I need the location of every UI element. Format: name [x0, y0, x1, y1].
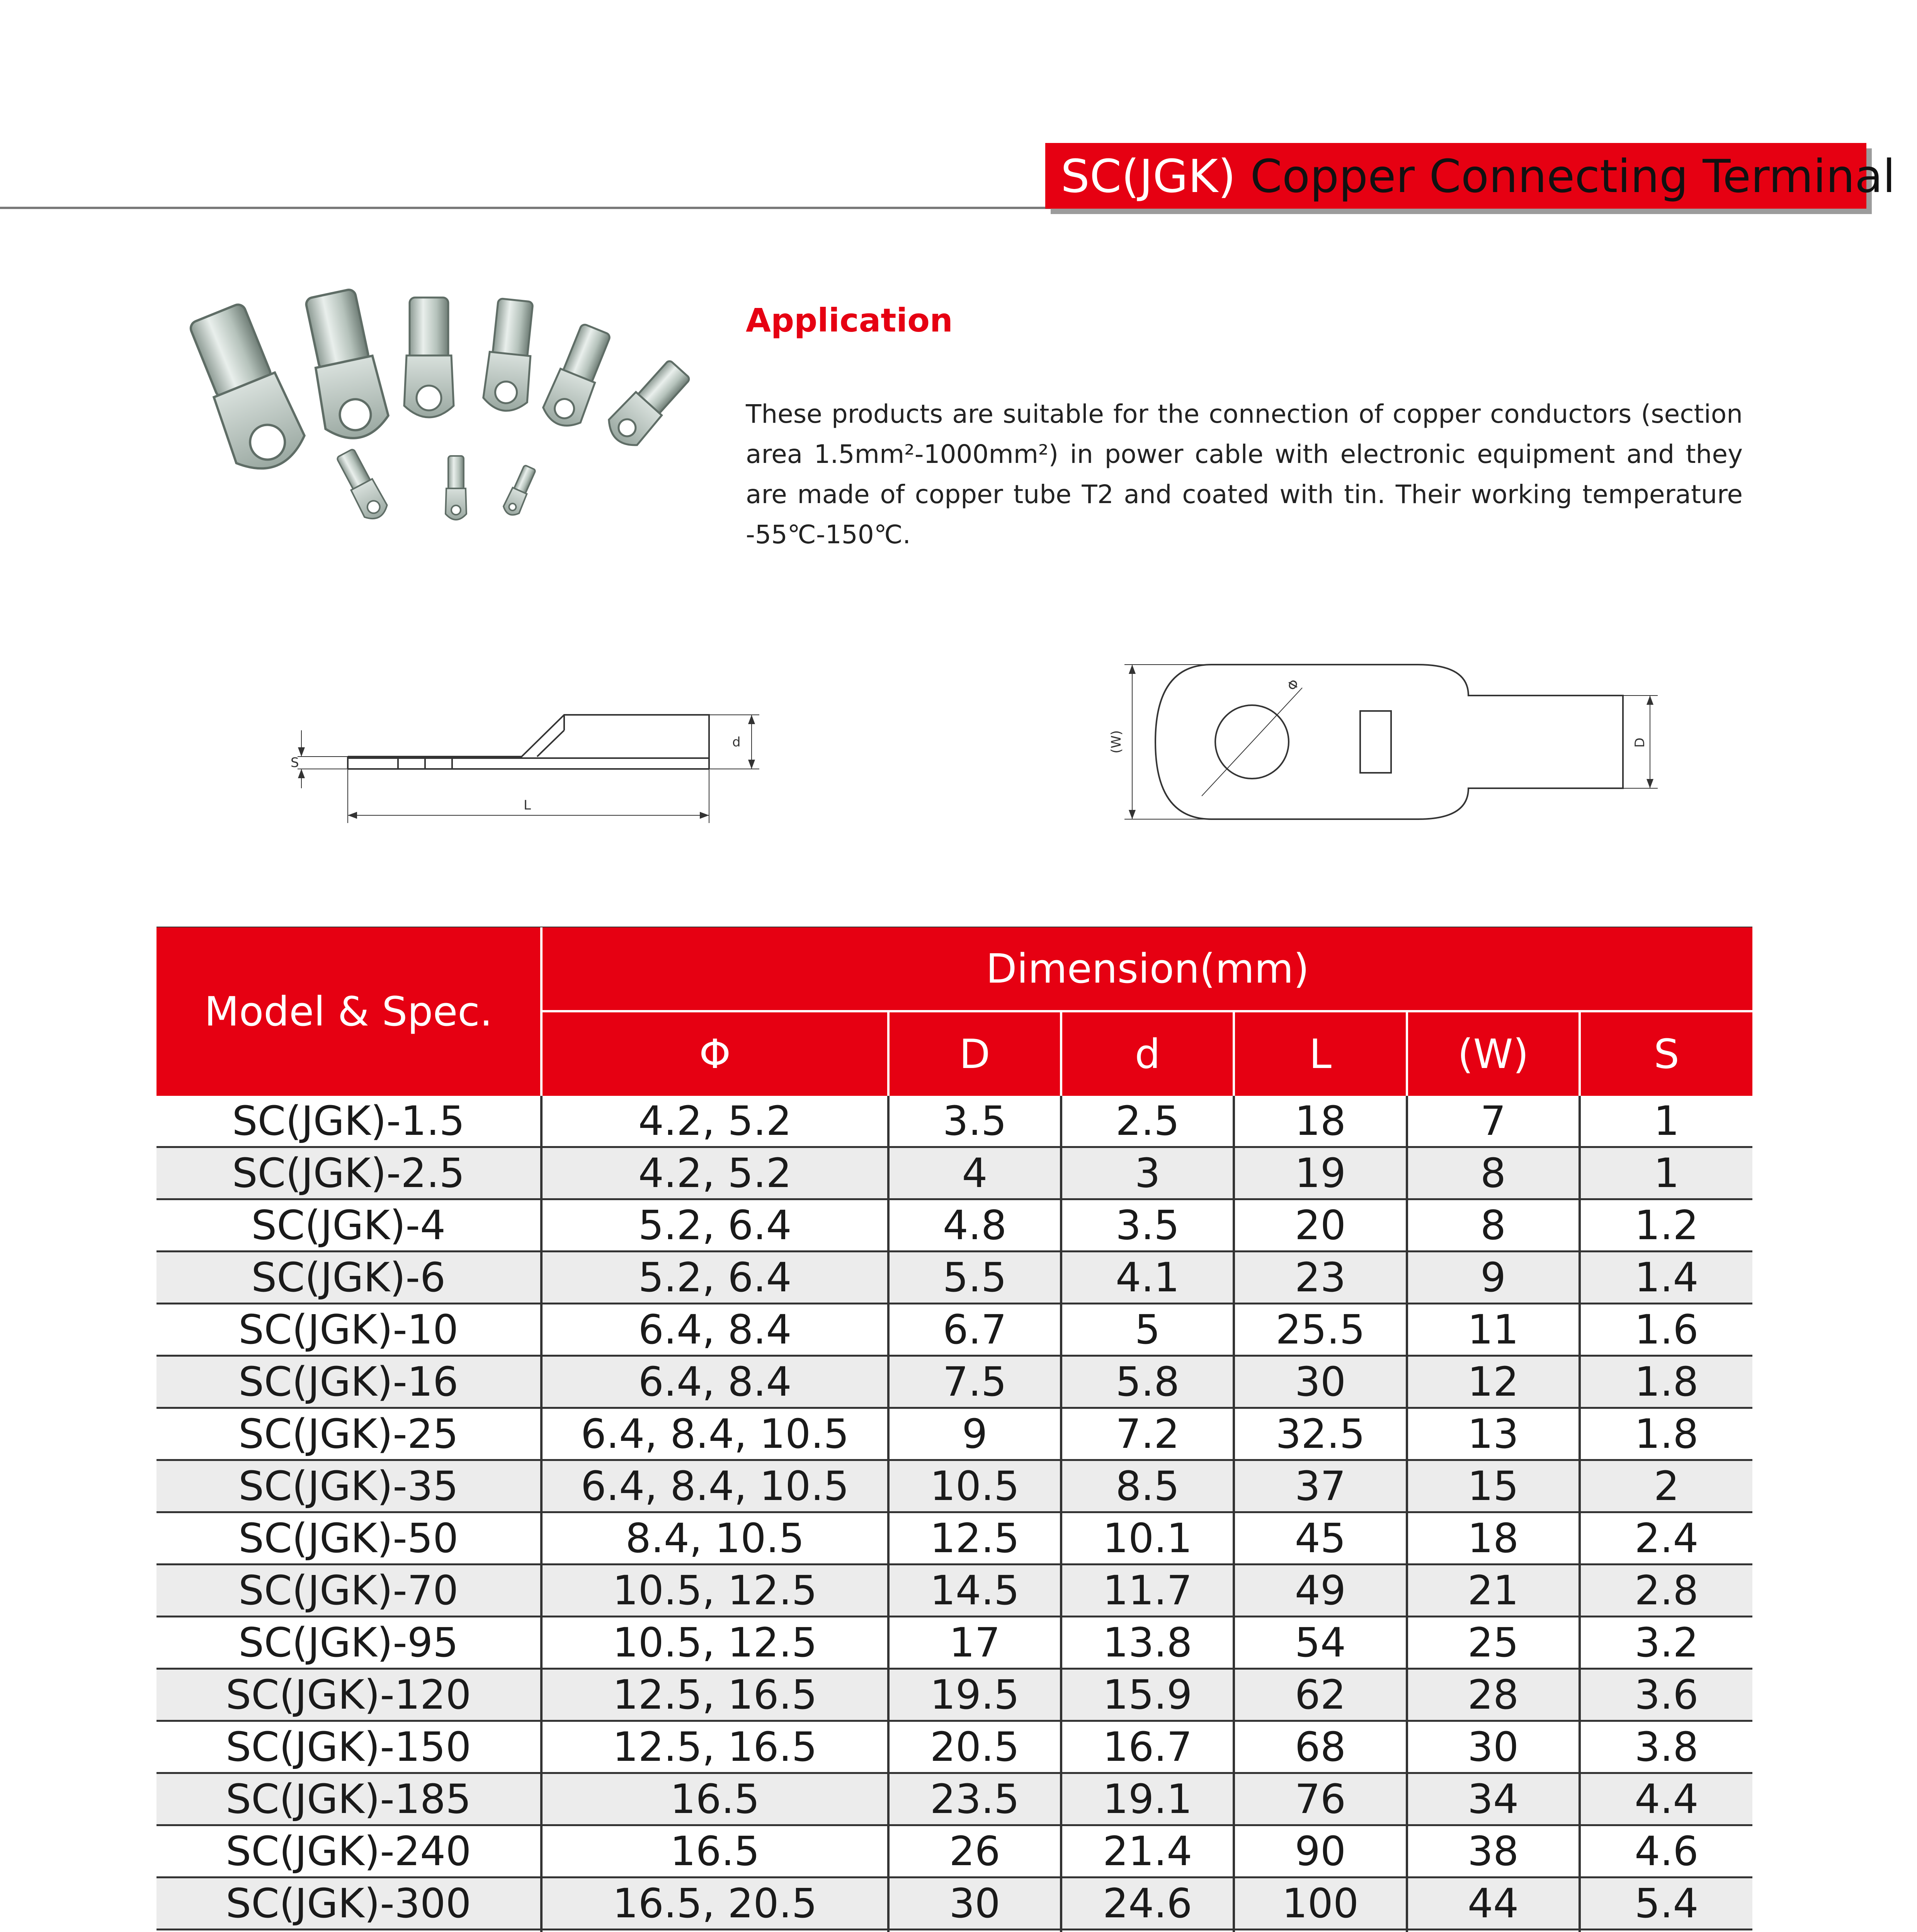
S-cell: 1.8	[1580, 1356, 1752, 1408]
model-cell: SC(JGK)-25	[156, 1408, 541, 1460]
column-header-D: D	[888, 1011, 1061, 1096]
D-cell: 4.8	[888, 1199, 1061, 1252]
W-cell: 7	[1407, 1096, 1580, 1147]
column-header-W: (W)	[1407, 1011, 1580, 1096]
model-cell: SC(JGK)-150	[156, 1721, 541, 1773]
L-cell: 19	[1234, 1147, 1407, 1199]
D-cell: 12.5	[888, 1512, 1061, 1565]
L-cell: 18	[1234, 1096, 1407, 1147]
L-cell: 100	[1234, 1878, 1407, 1930]
phi-cell: 8.4, 10.5	[541, 1512, 888, 1565]
d-cell: 16.7	[1061, 1721, 1234, 1773]
W-cell: 8	[1407, 1147, 1580, 1199]
model-cell: SC(JGK)-70	[156, 1565, 541, 1617]
model-cell: SC(JGK)-240	[156, 1825, 541, 1878]
model-cell: SC(JGK)-300	[156, 1878, 541, 1930]
S-cell: 2	[1580, 1460, 1752, 1512]
L-cell: 37	[1234, 1460, 1407, 1512]
L-cell	[1234, 1930, 1407, 1932]
model-cell: SC(JGK)-185	[156, 1773, 541, 1825]
D-cell: 17	[888, 1617, 1061, 1669]
top-label-w: (W)	[1109, 730, 1124, 753]
W-cell: 25	[1407, 1617, 1580, 1669]
column-header-S: S	[1580, 1011, 1752, 1096]
table-row	[156, 1617, 1752, 1669]
D-cell: 9	[888, 1408, 1061, 1460]
d-cell: 5.8	[1061, 1356, 1234, 1408]
model-cell: SC(JGK)-95	[156, 1617, 541, 1669]
top-label-phi: Φ	[1284, 677, 1303, 694]
W-cell: 8	[1407, 1199, 1580, 1252]
S-cell	[1580, 1930, 1752, 1932]
d-cell	[1061, 1930, 1234, 1932]
d-cell: 4.1	[1061, 1252, 1234, 1304]
S-cell: 1.8	[1580, 1408, 1752, 1460]
top-label-d: D	[1632, 737, 1648, 748]
L-cell: 76	[1234, 1773, 1407, 1825]
L-cell: 90	[1234, 1825, 1407, 1878]
S-cell: 1.4	[1580, 1252, 1752, 1304]
column-header-L: L	[1234, 1011, 1407, 1096]
S-cell: 4.4	[1580, 1773, 1752, 1825]
d-cell: 8.5	[1061, 1460, 1234, 1512]
phi-cell: 10.5, 12.5	[541, 1565, 888, 1617]
model-cell: SC(JGK)-4	[156, 1199, 541, 1252]
product-photo	[151, 286, 723, 564]
S-cell: 1.6	[1580, 1304, 1752, 1356]
d-cell: 21.4	[1061, 1825, 1234, 1878]
d-cell: 5	[1061, 1304, 1234, 1356]
L-cell: 68	[1234, 1721, 1407, 1773]
d-cell: 2.5	[1061, 1096, 1234, 1147]
S-cell: 3.8	[1580, 1721, 1752, 1773]
S-cell: 5.4	[1580, 1878, 1752, 1930]
d-cell: 11.7	[1061, 1565, 1234, 1617]
L-cell: 30	[1234, 1356, 1407, 1408]
top-view-drawing	[1109, 649, 1662, 850]
D-cell: 3.5	[888, 1096, 1061, 1147]
L-cell: 23	[1234, 1252, 1407, 1304]
table-row	[156, 1669, 1752, 1721]
d-cell: 10.1	[1061, 1512, 1234, 1565]
L-cell: 32.5	[1234, 1408, 1407, 1460]
table-row	[156, 1773, 1752, 1825]
table-row	[156, 1252, 1752, 1304]
D-cell: 19.5	[888, 1669, 1061, 1721]
D-cell: 23.5	[888, 1773, 1061, 1825]
side-view-drawing	[270, 657, 781, 838]
d-cell: 13.8	[1061, 1617, 1234, 1669]
S-cell: 2.8	[1580, 1565, 1752, 1617]
model-cell	[156, 1930, 541, 1932]
d-cell: 3.5	[1061, 1199, 1234, 1252]
model-cell: SC(JGK)-120	[156, 1669, 541, 1721]
side-label-s: S	[291, 755, 299, 770]
S-cell: 1	[1580, 1096, 1752, 1147]
D-cell: 10.5	[888, 1460, 1061, 1512]
S-cell: 3.2	[1580, 1617, 1752, 1669]
S-cell: 1	[1580, 1147, 1752, 1199]
phi-cell: 4.2, 5.2	[541, 1096, 888, 1147]
W-cell: 18	[1407, 1512, 1580, 1565]
table-row	[156, 1460, 1752, 1512]
table-row	[156, 1825, 1752, 1878]
W-cell: 11	[1407, 1304, 1580, 1356]
table-row	[156, 1721, 1752, 1773]
phi-cell: 12.5, 16.5	[541, 1669, 888, 1721]
table-row	[156, 1304, 1752, 1356]
W-cell: 34	[1407, 1773, 1580, 1825]
application-body: These products are suitable for the connection of copper conductors (section area 1.5mm²-1000mm²) in power cable with electronic equipment and they are made of copper tube T2 and coated with tin. Their working temperature -55℃-150℃.	[746, 399, 1743, 549]
d-cell: 19.1	[1061, 1773, 1234, 1825]
D-cell	[888, 1930, 1061, 1932]
L-cell: 62	[1234, 1669, 1407, 1721]
W-cell	[1407, 1930, 1580, 1932]
side-label-d: d	[732, 735, 741, 750]
phi-cell: 12.5, 16.5	[541, 1721, 888, 1773]
S-cell: 4.6	[1580, 1825, 1752, 1878]
model-cell: SC(JGK)-6	[156, 1252, 541, 1304]
phi-cell: 5.2, 6.4	[541, 1252, 888, 1304]
model-cell: SC(JGK)-16	[156, 1356, 541, 1408]
title-prefix: SC(JGK)	[1061, 150, 1236, 203]
S-cell: 3.6	[1580, 1669, 1752, 1721]
D-cell: 14.5	[888, 1565, 1061, 1617]
spec-table	[156, 927, 1752, 1932]
phi-cell: 6.4, 8.4, 10.5	[541, 1460, 888, 1512]
table-row	[156, 1199, 1752, 1252]
D-cell: 7.5	[888, 1356, 1061, 1408]
phi-cell: 16.5, 20.5	[541, 1878, 888, 1930]
application-heading: Application	[746, 301, 953, 339]
phi-cell	[541, 1930, 888, 1932]
page-title	[1061, 144, 1895, 209]
D-cell: 6.7	[888, 1304, 1061, 1356]
d-cell: 24.6	[1061, 1878, 1234, 1930]
W-cell: 44	[1407, 1878, 1580, 1930]
phi-cell: 10.5, 12.5	[541, 1617, 888, 1669]
L-cell: 45	[1234, 1512, 1407, 1565]
d-cell: 15.9	[1061, 1669, 1234, 1721]
W-cell: 38	[1407, 1825, 1580, 1878]
S-cell: 2.4	[1580, 1512, 1752, 1565]
model-cell: SC(JGK)-50	[156, 1512, 541, 1565]
D-cell: 4	[888, 1147, 1061, 1199]
table-row	[156, 1096, 1752, 1147]
phi-cell: 4.2, 5.2	[541, 1147, 888, 1199]
model-cell: SC(JGK)-1.5	[156, 1096, 541, 1147]
W-cell: 28	[1407, 1669, 1580, 1721]
model-cell: SC(JGK)-35	[156, 1460, 541, 1512]
column-header-d: d	[1061, 1011, 1234, 1096]
phi-cell: 16.5	[541, 1825, 888, 1878]
dimension-header: Dimension(mm)	[541, 927, 1752, 1011]
table-row	[156, 1565, 1752, 1617]
table-row	[156, 1408, 1752, 1460]
L-cell: 49	[1234, 1565, 1407, 1617]
L-cell: 25.5	[1234, 1304, 1407, 1356]
W-cell: 30	[1407, 1721, 1580, 1773]
phi-cell: 16.5	[541, 1773, 888, 1825]
S-cell: 1.2	[1580, 1199, 1752, 1252]
W-cell: 21	[1407, 1565, 1580, 1617]
table-row	[156, 1356, 1752, 1408]
phi-cell: 6.4, 8.4, 10.5	[541, 1408, 888, 1460]
table-body	[156, 1096, 1752, 1932]
title-rest: Copper Connecting Terminal	[1236, 150, 1896, 203]
W-cell: 13	[1407, 1408, 1580, 1460]
W-cell: 12	[1407, 1356, 1580, 1408]
model-cell: SC(JGK)-2.5	[156, 1147, 541, 1199]
table-row	[156, 1878, 1752, 1930]
D-cell: 20.5	[888, 1721, 1061, 1773]
model-header: Model & Spec.	[156, 927, 541, 1096]
L-cell: 54	[1234, 1617, 1407, 1669]
D-cell: 30	[888, 1878, 1061, 1930]
table-row	[156, 1512, 1752, 1565]
side-label-l: L	[524, 798, 531, 813]
column-header-phi: Φ	[541, 1011, 888, 1096]
model-cell: SC(JGK)-10	[156, 1304, 541, 1356]
W-cell: 15	[1407, 1460, 1580, 1512]
phi-cell: 6.4, 8.4	[541, 1304, 888, 1356]
d-cell: 7.2	[1061, 1408, 1234, 1460]
phi-cell: 5.2, 6.4	[541, 1199, 888, 1252]
table-row	[156, 1147, 1752, 1199]
W-cell: 9	[1407, 1252, 1580, 1304]
L-cell: 20	[1234, 1199, 1407, 1252]
d-cell: 3	[1061, 1147, 1234, 1199]
D-cell: 5.5	[888, 1252, 1061, 1304]
phi-cell: 6.4, 8.4	[541, 1356, 888, 1408]
D-cell: 26	[888, 1825, 1061, 1878]
table-row	[156, 1930, 1752, 1932]
